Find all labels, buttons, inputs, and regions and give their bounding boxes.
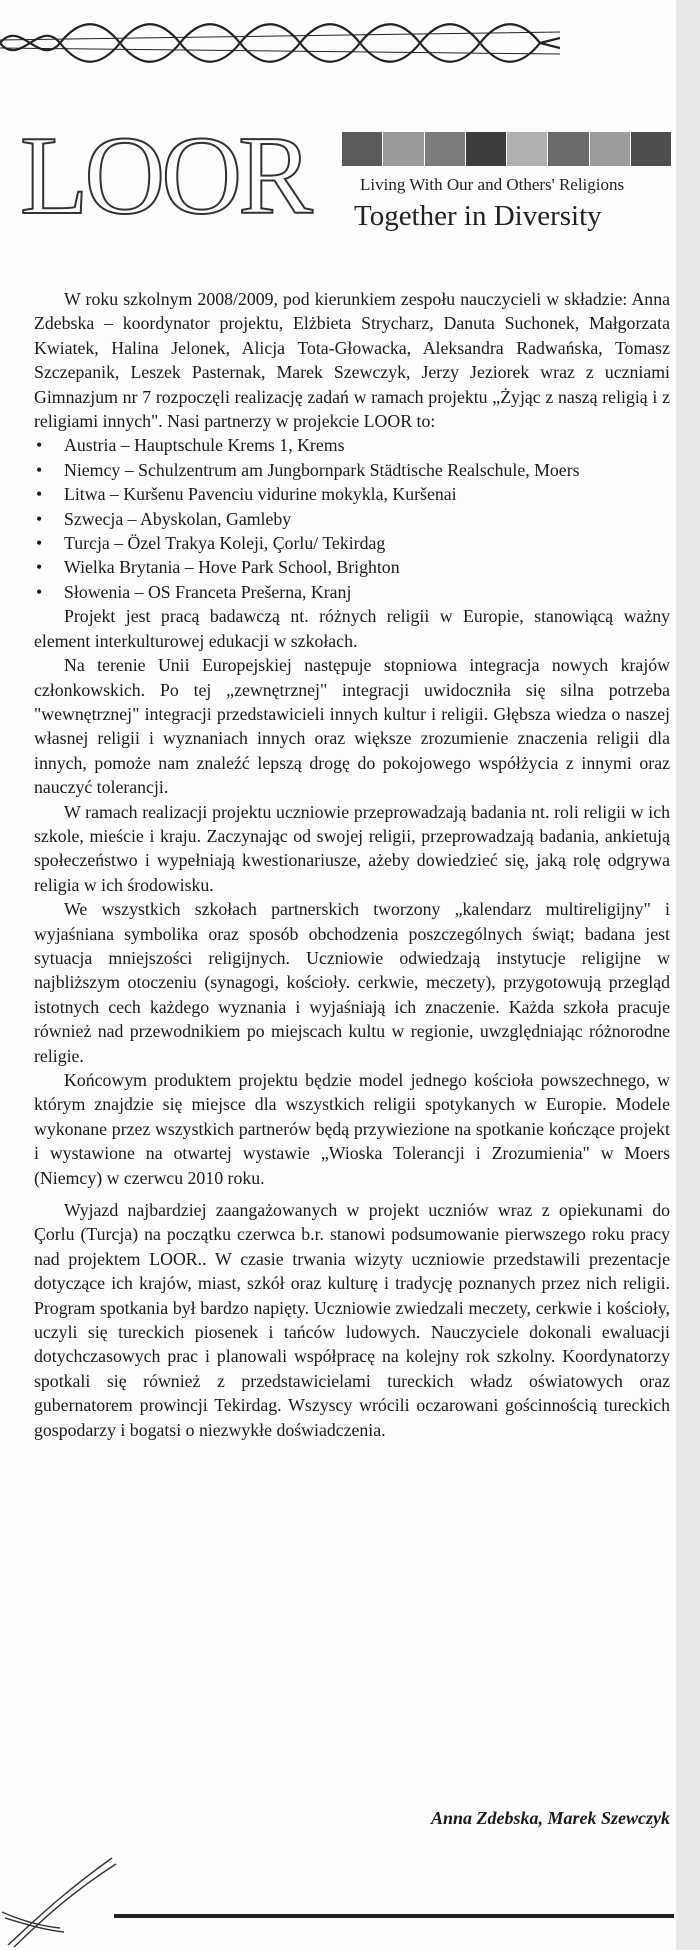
flag-icon	[466, 132, 507, 166]
list-item: • Austria – Hauptschule Krems 1, Krems	[34, 433, 670, 457]
article-paragraph: Projekt jest pracą badawczą nt. różnych religii w Europie, stanowiącą ważny element interkulturowej edukacji w szkołach.	[34, 606, 670, 651]
scan-edge-shadow	[676, 0, 700, 1950]
list-item: • Niemcy – Schulzentrum am Jungbornpark Städtische Realschule, Moers	[34, 458, 670, 482]
flag-icon	[548, 132, 589, 166]
project-header	[20, 114, 660, 240]
list-item: • Litwa – Kuršenu Pavenciu vidurine mokykla, Kuršenai	[34, 482, 670, 506]
flag-icon	[590, 132, 631, 166]
project-logo: LOOR	[20, 114, 309, 238]
decorative-border-ornament	[0, 18, 560, 68]
article-signature: Anna Zdebska, Marek Szewczyk	[430, 1808, 670, 1828]
article-paragraph: Końcowym produktem projektu będzie model jednego kościoła powszechnego, w którym znajdzie się miejsce dla wszystkich religii spotykanych w Europie. Modele wykonane przez wszystkich partnerów będą przywiezione na spotkanie kończące projekt i wystawione na otwartej wystawie „Wioska Tolerancji i Zrozumienia" w Moers (Niemcy) w czerwcu 2010 roku.	[34, 1070, 670, 1188]
partner-flags-strip	[342, 132, 672, 166]
list-item: • Słowenia – OS Franceta Prešerna, Kranj	[34, 580, 670, 604]
flag-icon	[631, 132, 672, 166]
list-item: • Wielka Brytania – Hove Park School, Brighton	[34, 555, 670, 579]
partner-list	[34, 433, 670, 604]
decorative-sketch-lines	[0, 1850, 120, 1950]
list-item: • Szwecja – Abyskolan, Gamleby	[34, 507, 670, 531]
article-body	[34, 287, 670, 1442]
project-tagline: Living With Our and Others' Religions	[360, 175, 625, 194]
article-paragraph: Wyjazd najbardziej zaangażowanych w projekt uczniów wraz z opiekunami do Çorlu (Turcja) na początku czerwca b.r. stanowi podsumowanie pierwszego roku pracy nad projektem LOOR.. W czasie trwania wizyty uczniowie przedstawili prezentacje dotyczące ich krajów, miast, szkół oraz kulturę i tradycję poznanych przez nich religii. Program spotkania był bardzo napięty. Uczniowie zwiedzali meczety, cerkwie i kościoły, uczyli się tureckich piosenek i tańców ludowych. Nauczyciele dokonali ewaluacji dotychczasowych prac i planowali współpracę na kolejny rok szkolny. Koordynatorzy spotkali się również z przedstawicielami tureckich władz oświatowych oraz gubernatorem prowincji Tekirdag. Wszyscy wrócili oczarowani gościnnością tureckich gospodarzy i bogatsi o niezwykłe doświadczenia.	[34, 1200, 670, 1440]
footer-divider	[114, 1914, 674, 1918]
article-intro: W roku szkolnym 2008/2009, pod kierunkiem zespołu nauczycieli w składzie: Anna Zdebska – koordynator projektu, Elżbieta Strycharz, Danuta Suchonek, Małgorzata Kwiatek, Halina Jelonek, Alicja Tota-Głowacka, Aleksandra Radwańska, Tomasz Szczepanik, Leszek Pasternak, Marek Szewczyk, Jerzy Jeziorek wraz z uczniami Gimnazjum nr 7 rozpoczęli realizację zadań w ramach projektu „Żyjąc z naszą religią i z religiami innych". Nasi partnerzy w projekcie LOOR to:	[34, 289, 670, 432]
project-subtitle: Together in Diversity	[354, 200, 602, 232]
flag-icon	[425, 132, 466, 166]
flag-icon	[383, 132, 424, 166]
list-item: • Turcja – Özel Trakya Koleji, Çorlu/ Tekirdag	[34, 531, 670, 555]
flag-icon	[507, 132, 548, 166]
flag-icon	[342, 132, 383, 166]
article-paragraph: W ramach realizacji projektu uczniowie przeprowadzają badania nt. roli religii w ich szkole, mieście i kraju. Zaczynając od swojej religii, przeprowadzają badania, ankietują społeczeństwo i wypełniają kwestionariusze, ażeby dowiedzieć się, jaką rolę odgrywa religia w ich środowisku.	[34, 801, 670, 895]
article-paragraph: Na terenie Unii Europejskiej następuje stopniowa integracja nowych krajów członkowskich. Po tej „zewnętrznej" integracji uwidoczniła się silna potrzeba "wewnętrznej" integracji przedstawicieli innych kultur i religii. Głębsza wiedza o naszej własnej religii i wyznaniach innych oraz większe zrozumienie znaczenia religii dla innych, pomoże nam znaleźć lepszą drogę do pokojowego współżycia z innymi oraz nauczyć tolerancji.	[34, 655, 670, 798]
article-paragraph: We wszystkich szkołach partnerskich tworzony „kalendarz multireligijny" i wyjaśniana symbolika oraz sposób obchodzenia poszczególnych świąt; badana jest sytuacja mniejszości religijnych. Uczniowie odwiedzają instytucje religijne w najbliższym otoczeniu (synagogi, kościoły. cerkwie, meczety), przygotowują przegląd istotnych cech każdego wyznania i wyjaśniają ich znaczenie. Każda szkoła pracuje również nad przewodnikiem po miejscach kultu w regionie, uwzględniając różnorodne religie.	[34, 899, 670, 1066]
